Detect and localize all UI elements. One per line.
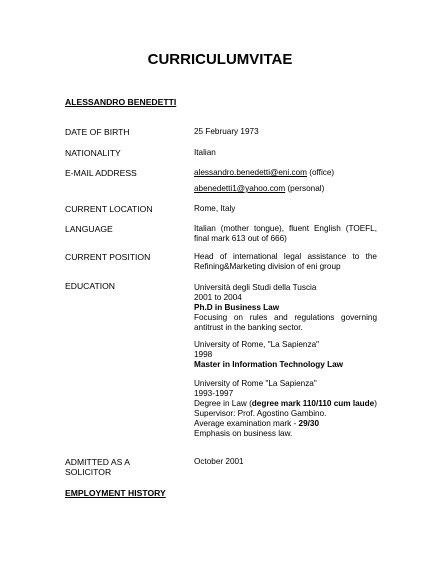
email-office-note: (office): [307, 168, 335, 177]
email-personal-link[interactable]: abenedetti1@yahoo.com: [194, 184, 286, 193]
email-office-line: [194, 168, 377, 178]
solicitor-value: October 2001: [194, 457, 244, 466]
edu2-degree: Master in Information Technology Law: [194, 360, 344, 369]
edu1-school: Università degli Studi della Tuscia: [194, 283, 317, 292]
dob-value: 25 February 1973: [194, 127, 259, 136]
edu3-average-line: [194, 419, 377, 429]
education-entry-1: [194, 283, 377, 333]
edu3-years: 1993-1997: [194, 389, 234, 398]
email-personal-note: (personal): [285, 184, 325, 193]
edu3-degree-suffix: ): [374, 399, 377, 408]
language-value: Italian (mother tongue), fluent English (TOEFL, final mark 613 out of 666): [194, 224, 377, 243]
dob-label: DATE OF BIRTH: [65, 127, 130, 137]
edu2-year: 1998: [194, 350, 213, 359]
employment-history-heading: EMPLOYMENT HISTORY: [65, 488, 166, 498]
edu3-emphasis: Emphasis on business law.: [194, 429, 293, 438]
language-label: LANGUAGE: [65, 224, 113, 234]
edu1-degree: Ph.D in Business Law: [194, 303, 280, 312]
edu3-school: University of Rome "La Sapienza": [194, 379, 317, 388]
edu1-years: 2001 to 2004: [194, 293, 242, 302]
email-office-link[interactable]: alessandro.benedetti@eni.com: [194, 168, 307, 177]
edu3-degree-line: [194, 399, 377, 409]
position-label: CURRENT POSITION: [65, 252, 151, 262]
location-label: CURRENT LOCATION: [65, 204, 153, 214]
edu1-focus: Focusing on rules and regulations governing antitrust in the banking sector.: [194, 313, 377, 332]
solicitor-label-line1: ADMITTED AS A: [65, 457, 130, 467]
edu3-average-mark: 29/30: [298, 419, 320, 428]
nationality-value: Italian: [194, 148, 216, 157]
edu3-degree-mark: degree mark 110/110 cum laude: [251, 399, 375, 408]
candidate-name: ALESSANDRO BENEDETTI: [65, 97, 177, 107]
education-entry-3: [194, 379, 377, 439]
email-personal-line: [194, 184, 377, 194]
education-label: EDUCATION: [65, 281, 115, 291]
solicitor-label: [65, 457, 130, 477]
edu3-supervisor: Supervisor: Prof. Agostino Gambino.: [194, 409, 327, 418]
position-value: Head of international legal assistance to the Refining&Marketing division of eni group: [194, 252, 377, 271]
edu3-degree-prefix: Degree in Law (: [194, 399, 252, 408]
nationality-label: NATIONALITY: [65, 148, 121, 158]
location-value: Rome, Italy: [194, 204, 236, 213]
education-entry-2: [194, 340, 377, 370]
email-label: E-MAIL ADDRESS: [65, 168, 137, 178]
edu2-school: University of Rome, "La Sapienza": [194, 340, 320, 349]
edu3-average-prefix: Average examination mark -: [194, 419, 299, 428]
solicitor-label-line2: SOLICITOR: [65, 467, 112, 477]
document-title: CURRICULUMVITAE: [147, 51, 293, 68]
